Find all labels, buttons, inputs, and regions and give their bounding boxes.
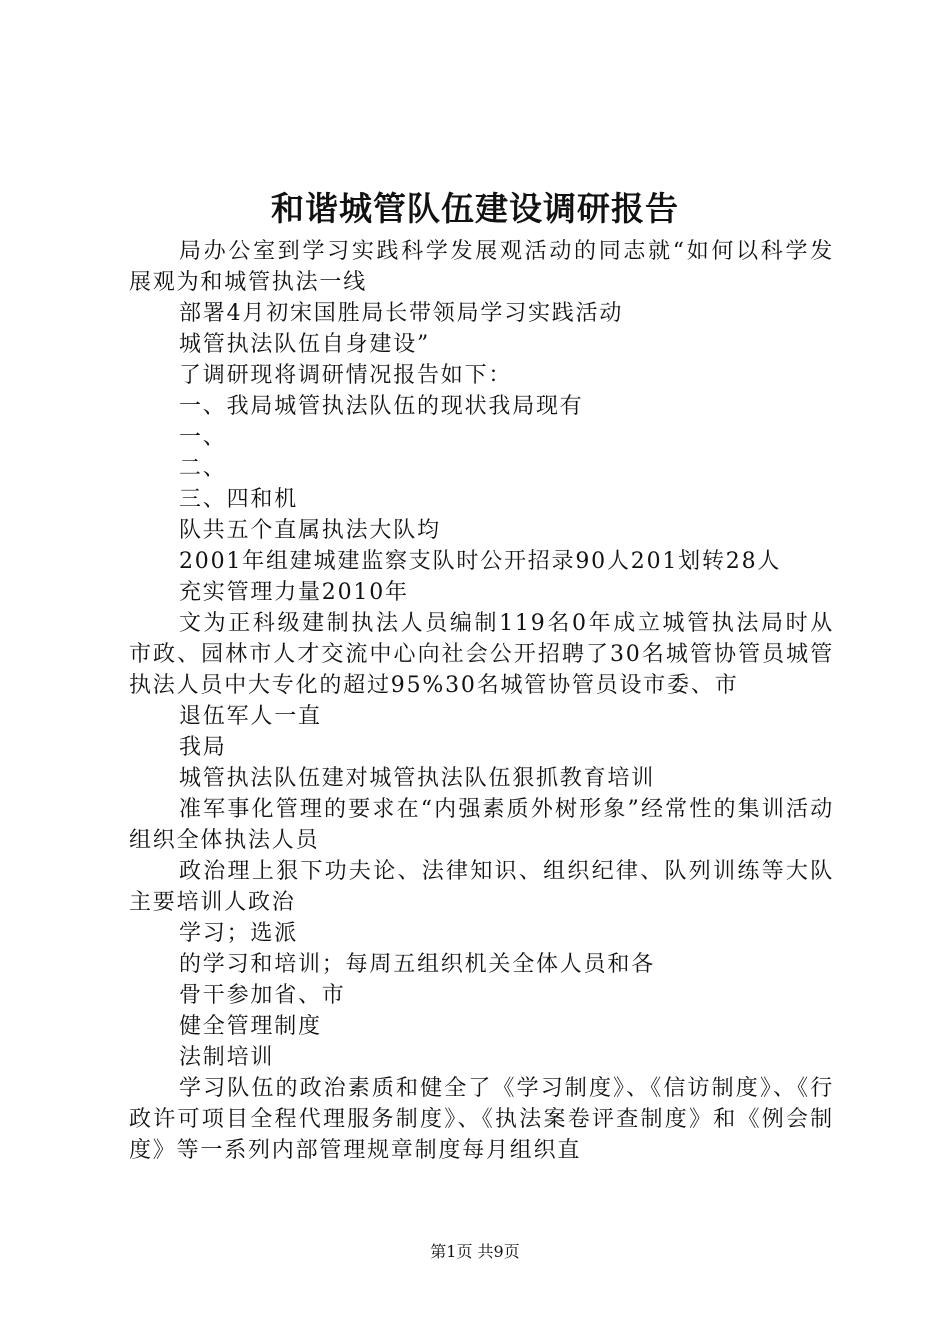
document-title: 和谐城管队伍建设调研报告 [271,189,679,228]
paragraph: 学习；选派 [179,921,299,946]
paragraph: 充实管理力量2010年 [179,580,409,605]
paragraph: 一、 [179,425,227,450]
paragraph: 准军事化管理的要求在“内强素质外树形象”经常性的集训活动组织全体执法人员 [129,797,834,853]
paragraph: 二、 [179,456,227,481]
paragraph: 了调研现将调研情况报告如下： [179,363,513,388]
paragraph: 队共五个直属执法大队均 [179,518,441,543]
paragraph: 的学习和培训；每周五组织机关全体人员和各 [179,952,656,977]
paragraph: 学习队伍的政治素质和健全了《学习制度》、《信访制度》、《行政许可项目全程代理服务制度》、《执法案卷评查制度》和《例会制度》等一系列内部管理规章制度每月组织直 [129,1076,834,1163]
paragraph: 文为正科级建制执法人员编制119名0年成立城管执法局时从市政、园林市人才交流中心向社会公开招聘了30名城管协管员城管执法人员中大专化的超过95%30名城管协管员设市委、市 [129,611,834,698]
paragraph: 法制培训 [179,1045,275,1070]
page-number-footer: 第1页 共9页 [430,1242,520,1261]
paragraph: 局办公室到学习实践科学发展观活动的同志就“如何以科学发展观为和城管执法一线 [129,239,834,295]
paragraph: 2001年组建城建监察支队时公开招录90人201划转28人 [179,549,782,574]
paragraph: 城管执法队伍建对城管执法队伍狠抓教育培训 [179,766,656,791]
document-body [129,236,834,1166]
paragraph: 政治理上狠下功夫论、法律知识、组织纪律、队列训练等大队主要培训人政治 [129,859,834,915]
paragraph: 健全管理制度 [179,1014,322,1039]
paragraph: 退伍军人一直 [179,704,322,729]
paragraph: 部署4月初宋国胜局长带领局学习实践活动 [179,301,624,326]
paragraph: 骨干参加省、市 [179,983,346,1008]
paragraph: 城管执法队伍自身建设” [179,332,431,357]
paragraph: 我局 [179,735,227,760]
paragraph: 一、我局城管执法队伍的现状我局现有 [179,394,584,419]
paragraph: 三、四和机 [179,487,299,512]
